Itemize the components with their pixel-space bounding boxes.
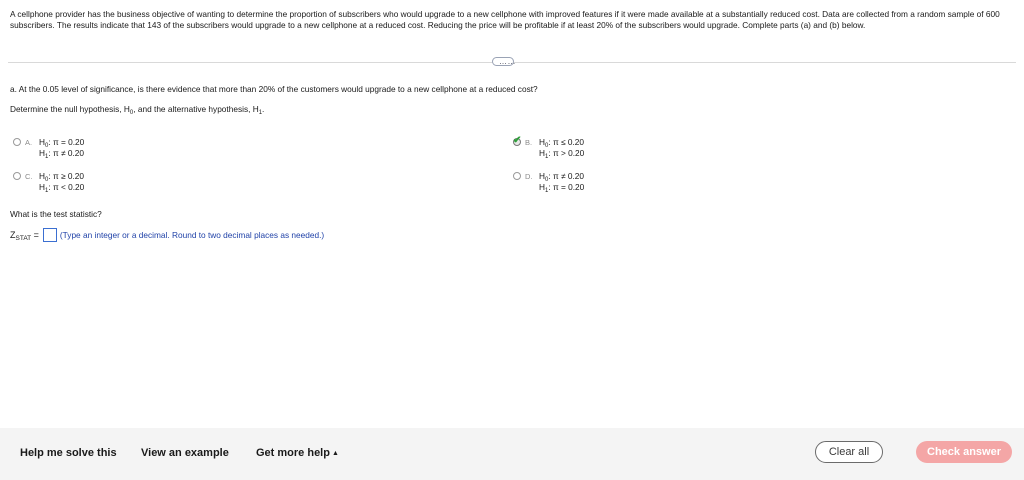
- zstat-subscript: STAT: [15, 235, 32, 242]
- hypothesis-instruction: [10, 104, 264, 114]
- get-more-help-link[interactable]: [256, 447, 339, 459]
- option-b-letter: B.: [525, 138, 533, 147]
- zstat-row: [10, 228, 324, 242]
- option-a[interactable]: [13, 137, 84, 159]
- option-d[interactable]: [513, 171, 584, 193]
- test-statistic-question: What is the test statistic?: [10, 209, 102, 219]
- h-label: H: [539, 171, 545, 181]
- h-label: H: [539, 182, 545, 192]
- instruction-mid: , and the alternative hypothesis, H: [133, 104, 259, 114]
- instruction-end: .: [262, 104, 265, 114]
- h-label: H: [39, 182, 45, 192]
- option-a-h1: : π ≠ 0.20: [48, 148, 84, 158]
- option-d-h0: : π ≠ 0.20: [548, 171, 584, 181]
- zstat-label: [10, 230, 39, 240]
- view-example-link[interactable]: View an example: [141, 447, 229, 459]
- h-label: H: [39, 148, 45, 158]
- instruction-prefix: Determine the null hypothesis, H: [10, 104, 130, 114]
- subscript-0: 0: [129, 110, 134, 116]
- option-c-h0: : π ≥ 0.20: [48, 171, 84, 181]
- option-d-hypotheses: [539, 171, 584, 193]
- option-c-letter: C.: [25, 172, 33, 181]
- check-answer-button[interactable]: Check answer: [916, 441, 1012, 463]
- h-label: H: [539, 148, 545, 158]
- h-label: H: [39, 137, 45, 147]
- subscript-1: 1: [45, 154, 49, 160]
- zstat-hint: (Type an integer or a decimal. Round to two decimal places as needed.): [59, 230, 325, 240]
- h-label: H: [539, 137, 545, 147]
- subscript-1: 1: [545, 154, 549, 160]
- zstat-z: Z: [10, 230, 16, 240]
- option-d-letter: D.: [525, 172, 533, 181]
- problem-statement: A cellphone provider has the business objective of wanting to determine the proportion of subscribers who would upgrade to a new cellphone with improved features if it were made available at a substantially reduced cost. Data are collected from a random sample of 600 subscribers. The results indicate that 143 of the subscribers would upgrade to a new cellphone at a reduced cost. Reducing the price will be profitable if at least 20% of the subscribers would upgrade. Complete parts (a) and (b) below.: [10, 9, 1000, 30]
- option-b-radio[interactable]: [513, 135, 522, 146]
- option-d-radio[interactable]: [513, 172, 521, 180]
- subscript-0: 0: [545, 177, 549, 183]
- option-b-h0: : π ≤ 0.20: [548, 137, 584, 147]
- subscript-1: 1: [45, 188, 49, 194]
- option-d-h1: : π = 0.20: [548, 182, 585, 192]
- checkmark-icon: ✔: [513, 135, 522, 146]
- option-a-hypotheses: [39, 137, 84, 159]
- option-c-hypotheses: [39, 171, 84, 193]
- zstat-equals: =: [31, 230, 39, 240]
- subscript-0: 0: [45, 143, 49, 149]
- caret-up-icon: ▲: [331, 450, 339, 457]
- clear-all-button[interactable]: Clear all: [815, 441, 883, 463]
- expand-more-button[interactable]: ……: [492, 57, 514, 66]
- option-b-hypotheses: [539, 137, 584, 159]
- option-a-letter: A.: [25, 138, 33, 147]
- zstat-input[interactable]: [43, 228, 57, 242]
- option-c-radio[interactable]: [13, 172, 21, 180]
- subscript-1: 1: [258, 110, 263, 116]
- option-a-radio[interactable]: [13, 138, 21, 146]
- option-b[interactable]: [513, 137, 584, 159]
- subscript-0: 0: [45, 177, 49, 183]
- help-me-solve-link[interactable]: Help me solve this: [20, 447, 117, 459]
- subscript-0: 0: [545, 143, 549, 149]
- subscript-1: 1: [545, 188, 549, 194]
- h-label: H: [39, 171, 45, 181]
- option-b-h1: : π > 0.20: [548, 148, 585, 158]
- option-c-h1: : π < 0.20: [48, 182, 85, 192]
- option-c[interactable]: [13, 171, 84, 193]
- option-a-h0: : π = 0.20: [48, 137, 85, 147]
- part-a-question: a. At the 0.05 level of significance, is there evidence that more than 20% of the customers would upgrade to a new cellphone at a reduced cost?: [10, 84, 538, 94]
- get-more-help-label: Get more help: [256, 447, 330, 459]
